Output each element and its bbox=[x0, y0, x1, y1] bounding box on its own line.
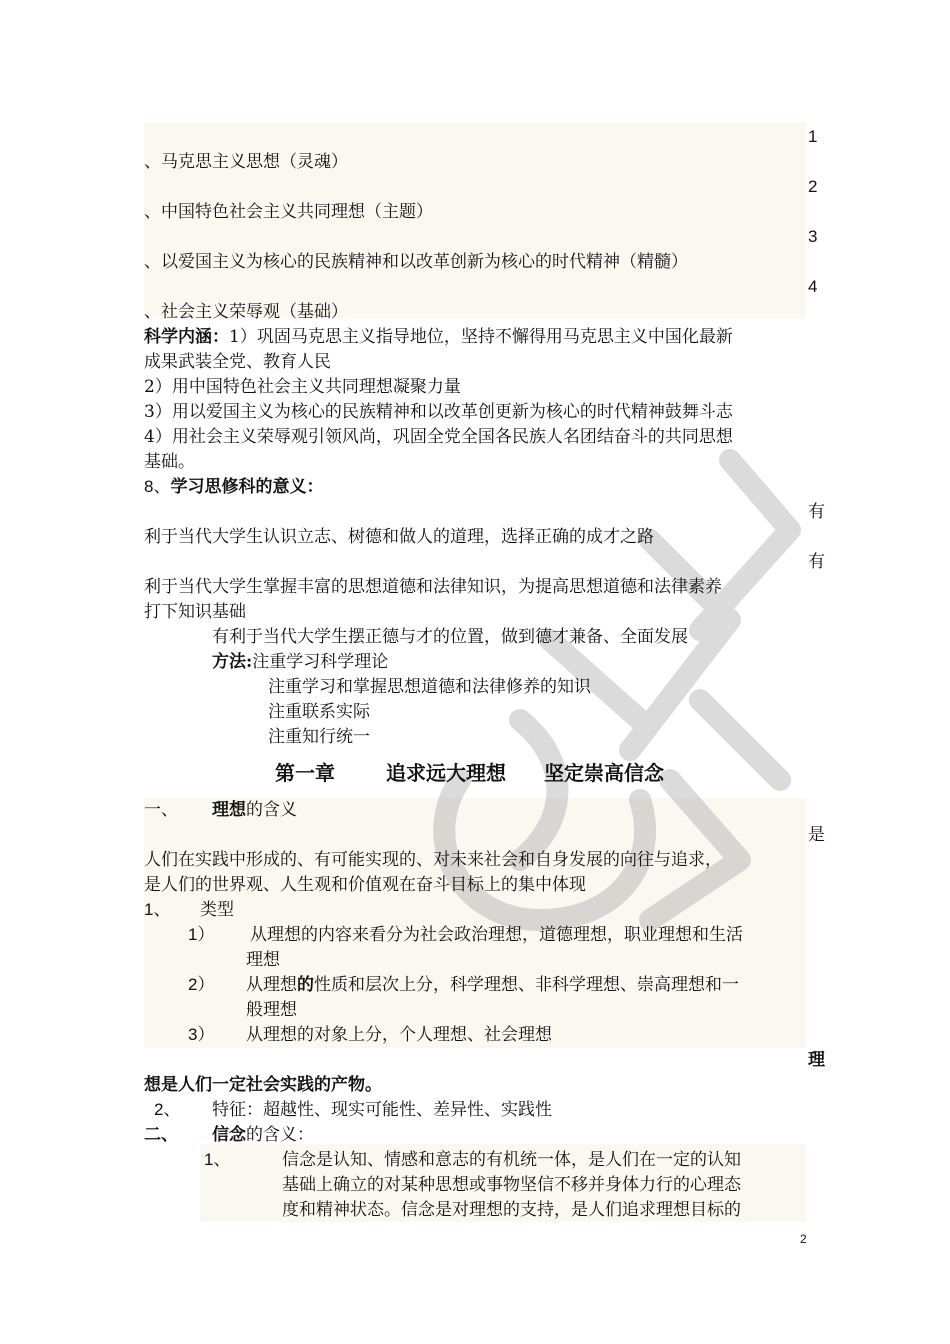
list-item: 、社会主义荣辱观（基础） bbox=[144, 302, 348, 322]
list-number: 3 bbox=[808, 227, 818, 246]
paragraph-line: 从理想的内容来看分为社会政治理想，道德理想，职业理想和生活 bbox=[250, 925, 743, 945]
paragraph: 科学内涵：1）巩固马克思主义指导地位，坚持不懈得用马克思主义中国化最新 bbox=[144, 327, 733, 347]
paragraph-line: 信念是认知、情感和意志的有机统一体，是人们在一定的认知 bbox=[282, 1150, 741, 1170]
paragraph-line: 度和精神状态。信念是对理想的支持，是人们追求理想目标的 bbox=[282, 1200, 741, 1220]
subsection-number: 1、 bbox=[144, 900, 171, 919]
list-item: 、马克思主义思想（灵魂） bbox=[144, 152, 348, 172]
subsection-heading: 类型 bbox=[200, 900, 234, 920]
paragraph-line: 有利于当代大学生摆正德与才的位置，做到德才兼备、全面发展 bbox=[212, 627, 688, 647]
paragraph-line: 4）用社会主义荣辱观引领风尚，巩固全党全国各民族人名团结奋斗的共同思想 bbox=[144, 427, 733, 447]
item-number: 1） bbox=[188, 925, 215, 944]
section-number: 一、 bbox=[144, 800, 178, 820]
paragraph-line: 想是人们一定社会实践的产物。 bbox=[144, 1075, 382, 1095]
section-heading: 8、学习思修科的意义： bbox=[144, 477, 324, 497]
line-fragment: 有 bbox=[808, 552, 825, 572]
paragraph-line: 成果武装全党、教育人民 bbox=[144, 352, 331, 372]
paragraph-line: 利于当代大学生掌握丰富的思想道德和法律知识，为提高思想道德和法律素养 bbox=[144, 577, 722, 597]
paragraph-line: 从理想的对象上分，个人理想、社会理想 bbox=[246, 1025, 552, 1045]
chapter-title-number: 第一章 bbox=[275, 761, 335, 785]
list-number: 1 bbox=[808, 127, 818, 146]
line-fragment: 有 bbox=[808, 502, 825, 522]
label: 科学内涵： bbox=[144, 327, 229, 347]
paragraph-line: 基础。 bbox=[144, 452, 195, 472]
paragraph-line: 般理想 bbox=[246, 1000, 297, 1020]
item-number: 1、 bbox=[204, 1150, 231, 1169]
item-number: 2） bbox=[188, 975, 215, 994]
chapter-title-part: 追求远大理想 bbox=[386, 761, 506, 785]
paragraph-line: 打下知识基础 bbox=[144, 602, 246, 622]
chapter-title-part: 坚定崇高信念 bbox=[544, 761, 664, 785]
item-number: 3） bbox=[188, 1025, 215, 1044]
paragraph-line: 理想 bbox=[246, 950, 280, 970]
paragraph-line: 2）用中国特色社会主义共同理想凝聚力量 bbox=[144, 377, 461, 397]
page-number: 2 bbox=[800, 1232, 807, 1246]
method-line: 方法:注重学习科学理论 bbox=[212, 652, 389, 672]
subsection-number: 2、 bbox=[154, 1100, 181, 1119]
line-fragment: 理 bbox=[808, 1050, 825, 1070]
method-line: 注重知行统一 bbox=[268, 727, 370, 747]
paragraph-line: 特征：超越性、现实可能性、差异性、实践性 bbox=[212, 1100, 552, 1120]
paragraph-line: 3）用以爱国主义为核心的民族精神和以改革创更新为核心的时代精神鼓舞斗志 bbox=[144, 402, 733, 422]
list-item: 、以爱国主义为核心的民族精神和以改革创新为核心的时代精神（精髓） bbox=[144, 252, 688, 272]
paragraph-line: 是人们的世界观、人生观和价值观在奋斗目标上的集中体现 bbox=[144, 875, 586, 895]
paragraph-line: 基础上确立的对某种思想或事物坚信不移并身体力行的心理态 bbox=[282, 1175, 741, 1195]
section-heading: 信念的含义： bbox=[212, 1125, 314, 1145]
list-number: 2 bbox=[808, 177, 818, 196]
list-item: 、中国特色社会主义共同理想（主题） bbox=[144, 202, 433, 222]
method-line: 注重联系实际 bbox=[268, 702, 370, 722]
paragraph-line: 人们在实践中形成的、有可能实现的、对未来社会和自身发展的向往与追求， bbox=[144, 850, 722, 870]
line-fragment: 是 bbox=[808, 825, 825, 845]
section-heading: 理想的含义 bbox=[212, 800, 297, 820]
list-number: 4 bbox=[808, 277, 818, 296]
paragraph-line: 从理想的性质和层次上分，科学理想、非科学理想、崇高理想和一 bbox=[246, 975, 739, 995]
paragraph-line: 利于当代大学生认识立志、树德和做人的道理，选择正确的成才之路 bbox=[144, 527, 654, 547]
section-number: 二、 bbox=[144, 1125, 178, 1145]
method-line: 注重学习和掌握思想道德和法律修养的知识 bbox=[268, 677, 591, 697]
